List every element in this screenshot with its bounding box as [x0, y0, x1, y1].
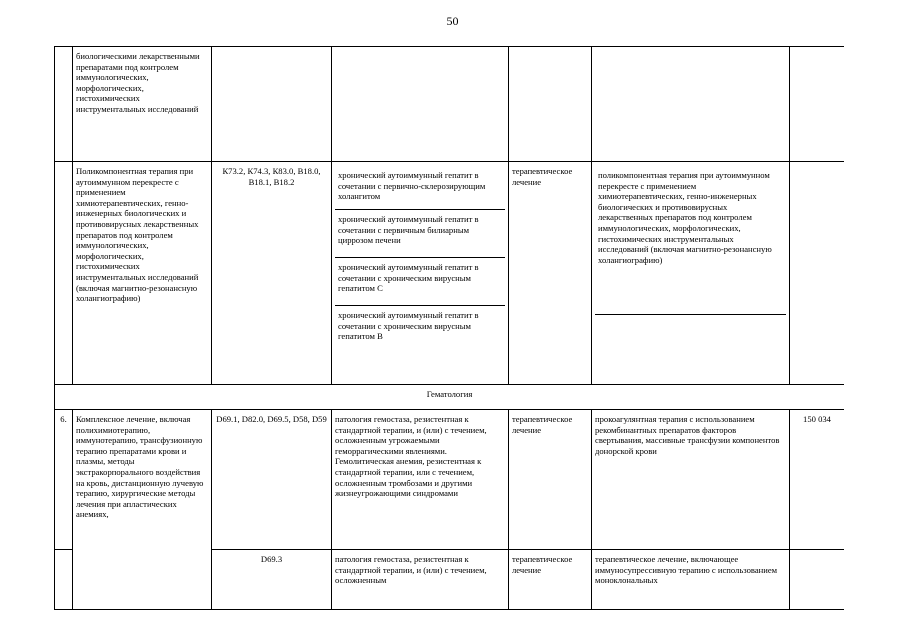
cell-treatment-type: терапевтическое лечение: [509, 550, 592, 610]
table-frame: [54, 46, 844, 626]
cell-model: патология гемостаза, резистентная к стандартной терапии, и (или) с течением, осложненным угрожаемыми геморрагическими явлениями. Гемолитическая анемия, резистентная к стандартной терапии, или с течением, осложненным тромбозами и другими жизнеугрожающими синдромами: [332, 410, 509, 550]
cell-number: [55, 162, 73, 385]
page-number: 50: [446, 14, 459, 28]
model-item: хронический аутоиммунный гепатит в сочетании с хроническим вирусным гепатитом С: [335, 258, 505, 306]
cell-treatment-method: [592, 47, 790, 162]
cell-codes: К73.2, К74.3, К83.0, В18.0, В18.1, В18.2: [212, 162, 332, 385]
cell-number: [55, 550, 73, 610]
cell-model: [332, 47, 509, 162]
cell-codes: D69.3: [212, 550, 332, 610]
section-row: [55, 385, 845, 410]
model-item: хронический аутоиммунный гепатит в сочетании с первично-склерозирующим холангитом: [335, 166, 505, 210]
cell-method: Комплексное лечение, включая полихимиотерапию, иммунотерапию, трансфузионную терапию препаратами крови и плазмы, методы экстракорпорального воздействия на кровь, дистанционную лучевую терапию, хирургические методы лечения при апластических анемиях,: [73, 410, 212, 610]
cell-cost: [790, 47, 845, 162]
cell-cost: 150 034: [790, 410, 845, 550]
cell-treatment-method: терапевтическое лечение, включающее иммуносупрессивную терапию с использованием моноклональных: [592, 550, 790, 610]
cell-models: [332, 162, 509, 385]
cell-treatment-method: [592, 162, 790, 385]
cell-number: [55, 47, 73, 162]
cell-treatment-type: терапевтическое лечение: [509, 410, 592, 550]
cell-treatment-type: [509, 47, 592, 162]
cell-number: 6.: [55, 410, 73, 550]
cell-cost: [790, 162, 845, 385]
medical-care-table: [54, 46, 844, 610]
cell-codes: D69.1, D82.0, D69.5, D58, D59: [212, 410, 332, 550]
model-item: хронический аутоиммунный гепатит в сочетании с хроническим вирусным гепатитом В: [338, 310, 479, 342]
table-row: [55, 410, 845, 550]
table-row: [55, 162, 845, 385]
cell-cost: [790, 550, 845, 610]
model-item: хронический аутоиммунный гепатит в сочетании с первичным билиарным циррозом печени: [335, 210, 505, 258]
table-row: [55, 47, 845, 162]
cell-method: Поликомпонентная терапия при аутоиммунном перекресте с применением химиотерапевтических, генно-инженерных биологических и противовирусных лекарственных препаратов под контролем иммунологических, морфологических, гистохимических инструментальных исследований (включая магнитно-резонансную холангиографию): [73, 162, 212, 385]
empty-subcell: [595, 314, 786, 381]
section-title: Гематология: [55, 385, 845, 410]
cell-treatment-method: прокоагулянтная терапия с использованием рекомбинантных препаратов факторов свертывания, массивные трансфузии компонентов донорской крови: [592, 410, 790, 550]
cell-model: патология гемостаза, резистентная к стандартной терапии, и (или) с течением, осложненным: [332, 550, 509, 610]
cell-method: биологическими лекарственными препаратами под контролем иммунологических, морфологических, гистохимических инструментальных исследований: [73, 47, 212, 162]
cell-treatment-type: терапевтическое лечение: [509, 162, 592, 385]
treatment-method-text: поликомпонентная терапия при аутоиммунном перекресте с применением химиотерапевтических, генно-инженерных биологических и противовирусных лекарственных препаратов под контролем иммунологических, морфологических, гистохимических инструментальных исследований (включая магнитно-резонансную холангиографию): [598, 170, 772, 265]
cell-codes: [212, 47, 332, 162]
